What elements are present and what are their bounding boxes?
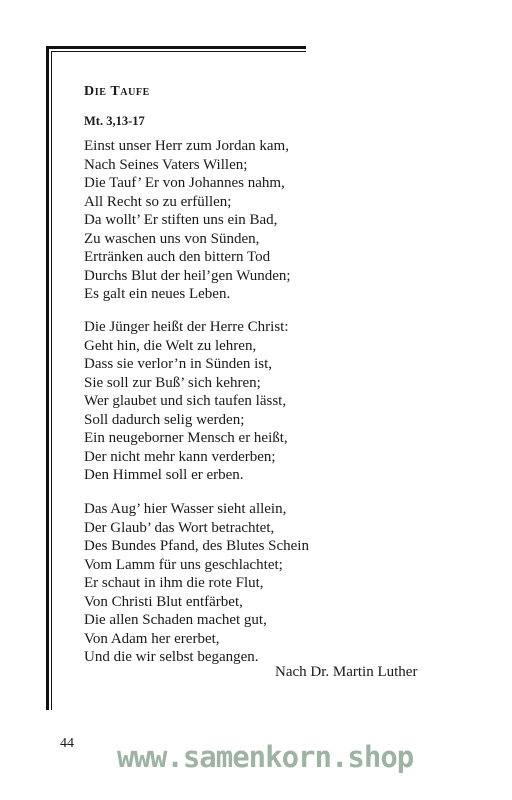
verse-line: Sie soll zur Buß’ sich kehren; — [84, 374, 261, 391]
verse-line: Soll dadurch selig werden; — [84, 411, 245, 428]
poem-title: Die Taufe — [84, 84, 150, 99]
verse-line: Die Tauf’ Er von Johannes nahm, — [84, 175, 285, 191]
verse-line: Einst unser Herr zum Jordan kam, — [84, 138, 289, 154]
page-number: 44 — [60, 736, 74, 751]
verse-line: Das Aug’ hier Wasser sieht allein, — [84, 501, 287, 517]
frame-rule-left — [46, 46, 49, 710]
verse-line: Des Bundes Pfand, des Blutes Schein — [84, 538, 309, 554]
verse-line: Zu waschen uns von Sünden, — [84, 230, 260, 247]
verse-line: Von Adam her ererbet, — [84, 630, 220, 647]
frame-rule-left-inner — [51, 51, 52, 710]
verse-line: Ein neugeborner Mensch er heißt, — [84, 430, 288, 446]
frame-rule-top-inner — [51, 51, 306, 52]
verse-line: Den Himmel soll er erben. — [84, 467, 244, 483]
verse-line: Durchs Blut der heil’gen Wunden; — [84, 267, 291, 284]
stanza-1 — [84, 137, 291, 304]
verse-line: Die Jünger heißt der Herre Christ: — [84, 319, 289, 335]
stanza-3 — [84, 500, 309, 667]
stanza-2 — [84, 318, 289, 485]
verse-line: Der Glaub’ das Wort betrachtet, — [84, 519, 275, 536]
verse-line: Der nicht mehr kann verderben; — [84, 448, 276, 465]
verse-line: Ertränken auch den bittern Tod — [84, 249, 271, 265]
scripture-reference: Mt. 3,13-17 — [84, 114, 145, 128]
verse-line: Da wollt’ Er stiften uns ein Bad, — [84, 212, 278, 228]
verse-line: Vom Lamm für uns geschlachtet; — [84, 556, 283, 573]
watermark-url: www.samenkorn.shop — [117, 740, 414, 774]
attribution: Nach Dr. Martin Luther — [275, 664, 418, 680]
verse-line: Und die wir selbst begangen. — [84, 649, 259, 665]
verse-line: Wer glaubet und sich taufen lässt, — [84, 393, 287, 409]
verse-line: Von Christi Blut entfärbet, — [84, 593, 243, 610]
frame-rule-top — [46, 46, 306, 49]
verse-line: Er schaut in ihm die rote Flut, — [84, 575, 264, 591]
verse-line: Die allen Schaden machet gut, — [84, 612, 267, 628]
verse-line: All Recht so zu erfüllen; — [84, 193, 232, 210]
verse-line: Nach Seines Vaters Willen; — [84, 156, 248, 173]
verse-line: Es galt ein neues Leben. — [84, 286, 231, 302]
verse-line: Dass sie verlor’n in Sünden ist, — [84, 356, 273, 372]
verse-line: Geht hin, die Welt zu lehren, — [84, 337, 257, 354]
